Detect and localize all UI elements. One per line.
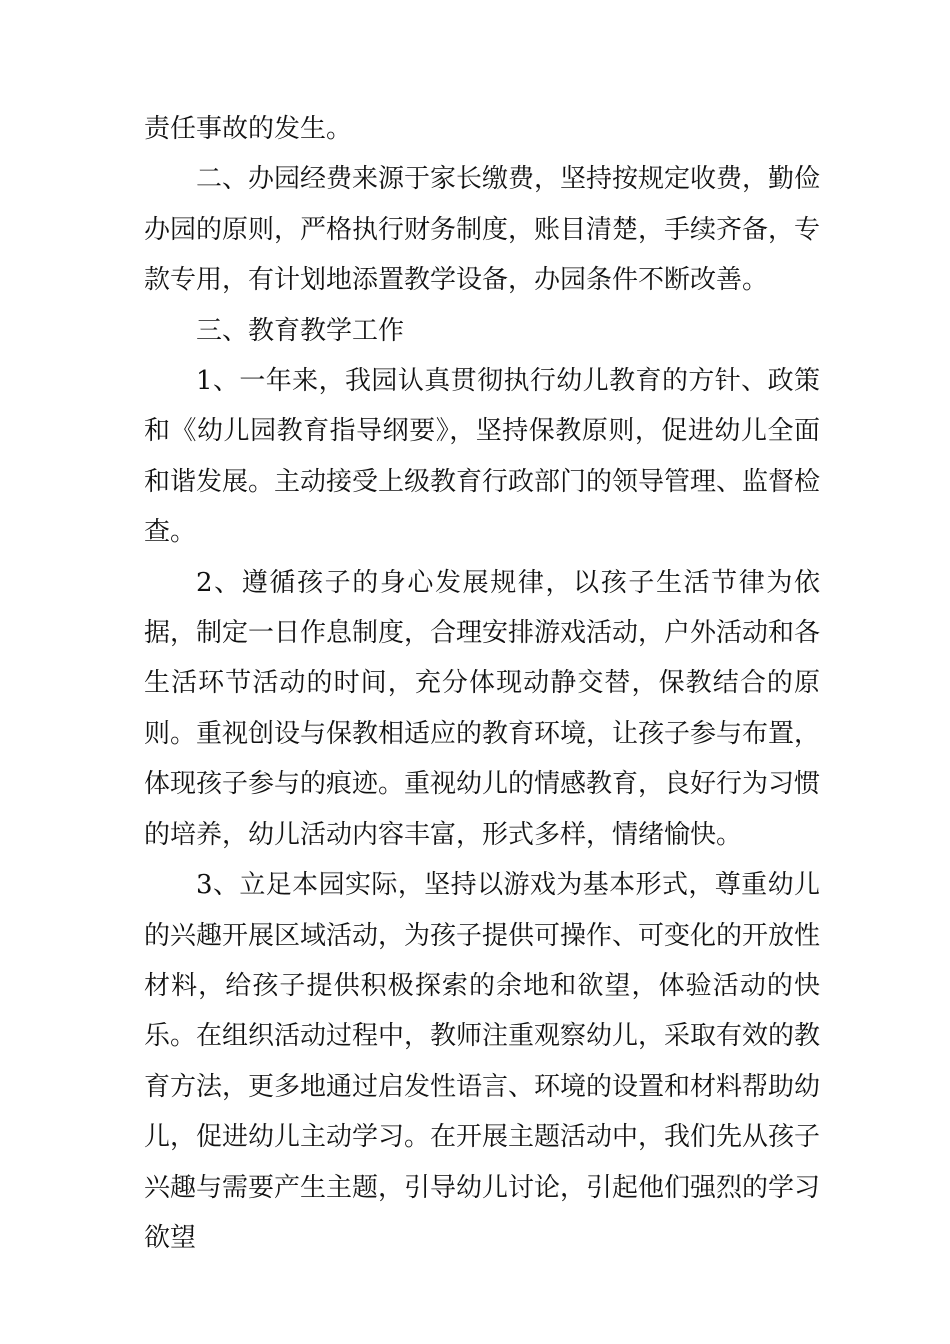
document-body <box>144 104 820 1263</box>
paragraph-item-3: 3、立足本园实际，坚持以游戏为基本形式，尊重幼儿的兴趣开展区域活动，为孩子提供可操作、可变化的开放性材料，给孩子提供积极探索的余地和欲望，体验活动的快乐。在组织活动过程中，教师注重观察幼儿，采取有效的教育方法，更多地通过启发性语言、环境的设置和材料帮助幼儿，促进幼儿主动学习。在开展主题活动中，我们先从孩子兴趣与需要产生主题，引导幼儿讨论，引起他们强烈的学习欲望 <box>144 870 821 1253</box>
section-heading-teaching: 三、教育教学工作 <box>196 315 405 346</box>
paragraph-funding: 二、办园经费来源于家长缴费，坚持按规定收费，勤俭办园的原则，严格执行财务制度，账目清楚，手续齐备，专款专用，有计划地添置教学设备，办园条件不断改善。 <box>144 164 821 296</box>
paragraph-continuation: 责任事故的发生。 <box>144 114 353 144</box>
paragraph-item-2: 2、遵循孩子的身心发展规律，以孩子生活节律为依据，制定一日作息制度，合理安排游戏活动，户外活动和各生活环节活动的时间，充分体现动静交替，保教结合的原则。重视创设与保教相适应的教育环境，让孩子参与布置，体现孩子参与的痕迹。重视幼儿的情感教育，良好行为习惯的培养，幼儿活动内容丰富，形式多样，情绪愉快。 <box>144 567 821 850</box>
paragraph-item-1: 1、一年来，我园认真贯彻执行幼儿教育的方针、政策和《幼儿园教育指导纲要》，坚持保教原则，促进幼儿全面和谐发展。主动接受上级教育行政部门的领导管理、监督检查。 <box>144 366 821 548</box>
